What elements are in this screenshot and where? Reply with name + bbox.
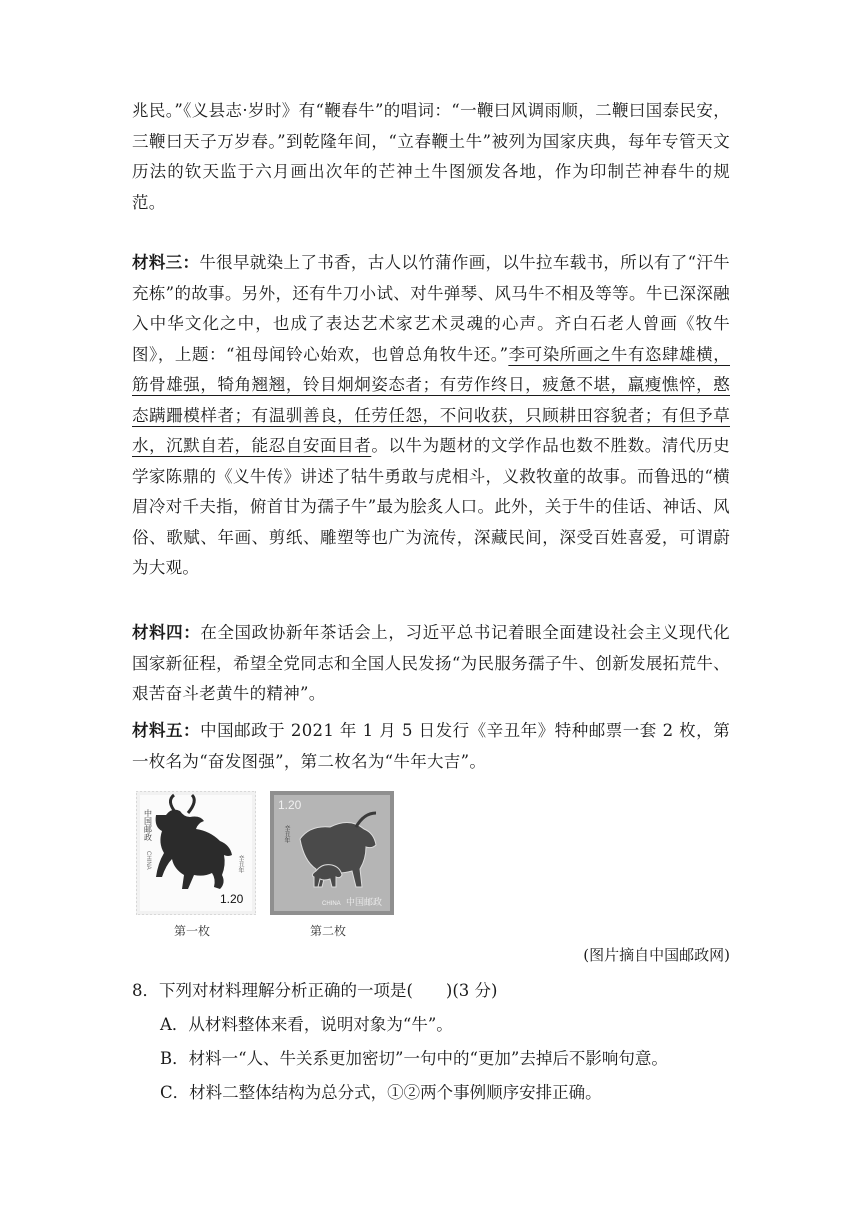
stamp-1-caption: 第一枚 [174,924,211,938]
stamp-1-svg [136,791,256,915]
option-c[interactable]: C．材料二整体结构为总分式，①②两个事例顺序安排正确。 [160,1083,602,1102]
stamp-1-issuer: 中国邮政 [143,809,153,841]
material2-tail-paragraph [132,96,730,218]
material3-text-after: 。以牛为题材的文学作品也数不胜数。清代历史学家陈鼎的《义牛传》讲述了牯牛勇敢与虎相斗，义救牧童的故事。而鲁迅的“横眉冷对千夫指，俯首甘为孺子牛”最为脍炙人口。此外，关于牛的佳话、神话、风俗、歌赋、年画、剪纸、雕塑等也广为流传，深藏民间，深受百姓喜爱，可谓蔚为大观。 [132,436,730,577]
stamp-2-svg [270,791,394,915]
material4-paragraph [132,618,730,710]
material4-label: 材料四： [132,623,201,642]
stamp-1-denomination: 1.20 [220,892,244,906]
material5-text: 中国邮政于 2021 年 1 月 5 日发行《辛丑年》特种邮票一套 2 枚，第一枚名为“奋发图强”，第二枚名为“牛年大吉”。 [132,721,730,771]
option-b[interactable]: B．材料一“人、牛关系更加密切”一句中的“更加”去掉后不影响句意。 [160,1049,668,1068]
material3-paragraph [132,248,730,584]
material5-label: 材料五： [132,721,201,740]
material3-label: 材料三： [132,253,200,272]
option-a[interactable]: A．从材料整体来看，说明对象为“牛”。 [160,1015,453,1034]
material3-text-before: 牛很早就染上了书香，古人以竹蒲作画，以牛拉车载书，所以有了“汗牛充栋”的故事。另外，还有牛刀小试、对牛弹琴、风马牛不相及等等。牛已深深融入中华文化之中，也成了表达艺术家艺术灵魂的心声。齐白石老人曾画《牧牛图》，上题：“祖母闻铃心始欢，也曾总角牧牛还。” [132,253,730,364]
material2-tail-text: 兆民。”《义县志·岁时》有“鞭春牛”的唱词：“一鞭曰风调雨顺，二鞭曰国泰民安，三鞭曰天子万岁春。”到乾隆年间，“立春鞭土牛”被列为国家庆典，每年专管天文历法的钦天监于六月画出次年的芒神土牛图颁发各地，作为印制芒神春牛的规范。 [132,101,730,212]
material3-underlined-text: 李可染所画之牛有恣肆雄横，筋骨雄强，犄角翘翘，铃目炯炯姿态者；有劳作终日，疲惫不堪，羸瘦憔悴，憨态蹒跚模样者；有温驯善良，任劳任怨，不问收获，只顾耕田容貌者；有但予草水，沉默自若，能忍自安面目者 [132,344,730,455]
stamp-1-image [136,791,256,915]
stamp-2-year-mark: 辛丑年 [283,825,289,843]
stamp-1-year-mark: 辛丑年 [237,855,243,873]
material4-text: 在全国政协新年茶话会上，习近平总书记着眼全面建设社会主义现代化国家新征程，希望全党同志和全国人民发扬“为民服务孺子牛、创新发展拓荒牛、艰苦奋斗老黄牛的精神”。 [132,623,730,703]
stamp-2-issuer: 中国邮政 [346,897,383,907]
image-source-note: (图片摘自中国邮政网) [583,946,730,964]
question-8-stem: 8．下列对材料理解分析正确的一项是( )(3 分) [132,981,498,1000]
stamp-2-denomination: 1.20 [278,798,302,812]
stamp-1-country: CHINA [145,851,151,870]
material5-paragraph [132,716,730,777]
stamp-2-country: CHINA [322,901,341,907]
stamp-2-image [270,791,394,915]
stamp-2-caption: 第二枚 [310,924,347,938]
